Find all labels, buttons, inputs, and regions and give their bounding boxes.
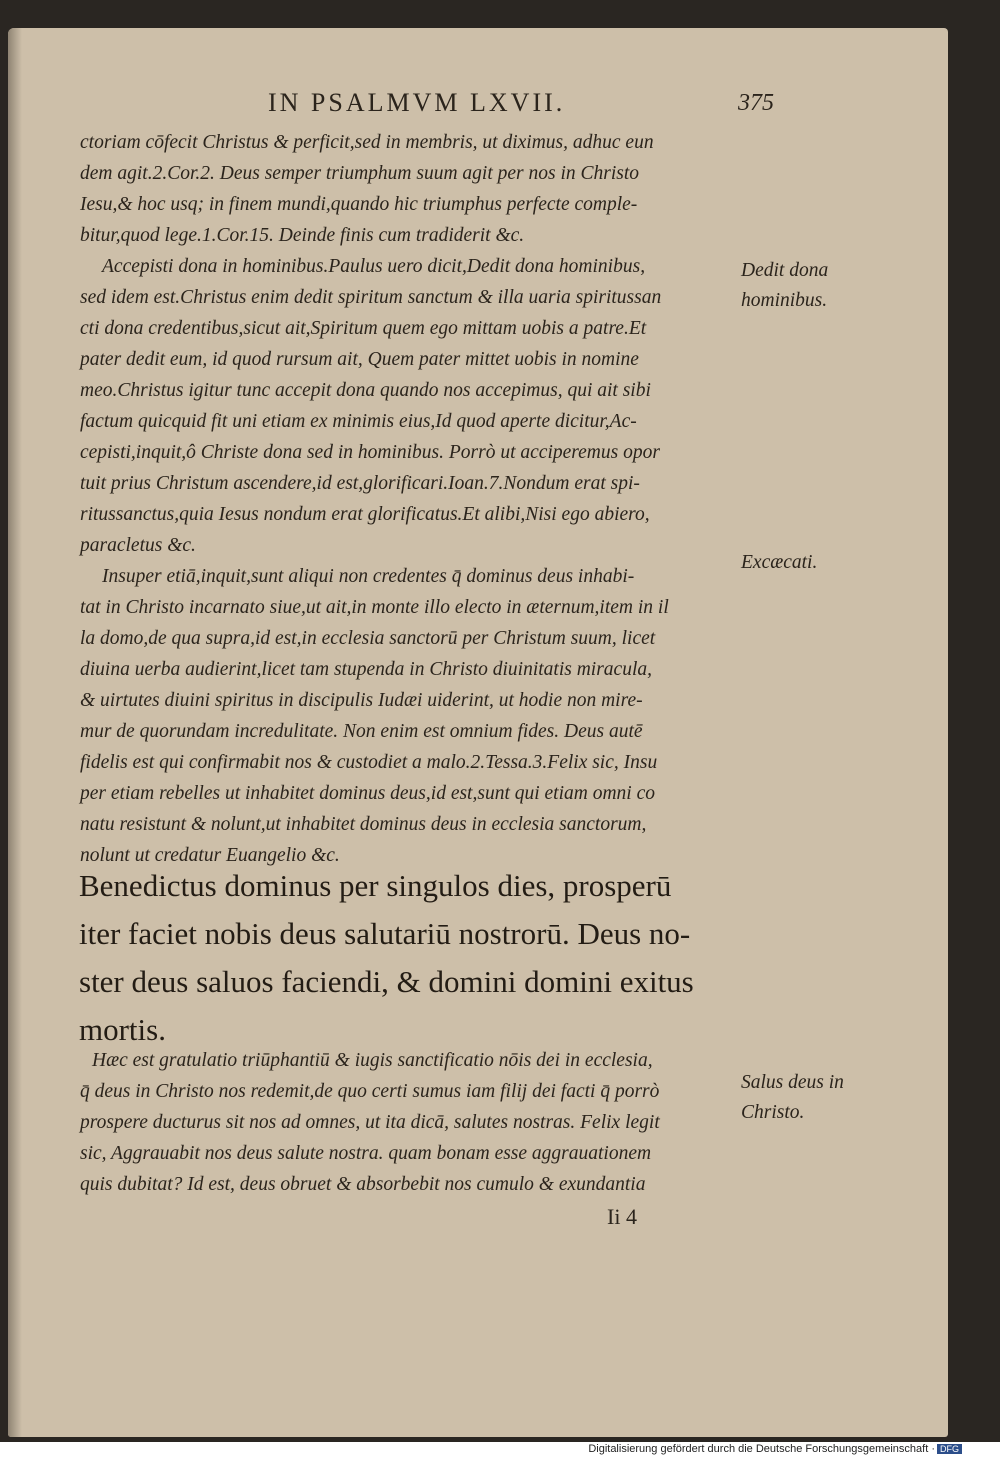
- text-line: Hæc est gratulatio triūphantiū & iugis sanctificatio nōis dei in ecclesia,: [92, 1050, 653, 1071]
- page-gutter-shadow: [8, 28, 22, 1437]
- margin-note: [741, 548, 817, 578]
- text-line: ritussanctus,quia Iesus nondum erat glorificatus.Et alibi,Nisi ego abiero,: [80, 504, 650, 525]
- verse-line: Benedictus dominus per singulos dies, prosperū: [79, 868, 672, 903]
- text-line: cepisti,inquit,ô Christe dona sed in hominibus. Porrò ut acciperemus opor: [80, 442, 660, 463]
- signature-mark: Ii 4: [607, 1204, 637, 1229]
- text-line: Iesu,& hoc usq; in finem mundi,quando hic triumphus perfecte comple-: [80, 194, 638, 215]
- text-line: tuit prius Christum ascendere,id est,glorificari.Ioan.7.Nondum erat spi-: [80, 473, 640, 494]
- verse-line: mortis.: [79, 1012, 166, 1047]
- text-line: prospere ducturus sit nos ad omnes, ut ita dicā, salutes nostras. Felix legit: [80, 1112, 660, 1133]
- text-line: & uirtutes diuini spiritus in discipulis Iudæi uiderint, ut hodie non mire-: [80, 690, 643, 711]
- text-line: diuina uerba audierint,licet tam stupenda in Christo diuinitatis miracula,: [80, 659, 652, 680]
- text-line: dem agit.2.Cor.2. Deus semper triumphum suum agit per nos in Christo: [80, 163, 640, 184]
- margin-note-line: Dedit dona: [741, 260, 829, 281]
- text-line: sed idem est.Christus enim dedit spiritum sanctum & illa uaria spiritussan: [80, 287, 662, 308]
- text-line: tat in Christo incarnato siue,ut ait,in monte illo electo in æternum,item in il: [80, 597, 669, 618]
- text-line: Accepisti dona in hominibus.Paulus uero dicit,Dedit dona hominibus,: [102, 256, 646, 277]
- text-line: mur de quorundam incredulitate. Non enim est omnium fides. Deus autē: [80, 721, 643, 742]
- text-line: bitur,quod lege.1.Cor.15. Deinde finis cum tradiderit &c.: [80, 225, 525, 246]
- text-line: pater dedit eum, id quod rursum ait, Quem pater mittet uobis in nomine: [80, 349, 639, 370]
- margin-note-line: hominibus.: [741, 290, 828, 311]
- running-head: IN PSALMVM LXVII.: [268, 88, 566, 117]
- text-line: Insuper etiā,inquit,sunt aliqui non credentes q̄ dominus deus inhabi-: [102, 566, 635, 587]
- verse-line: ster deus saluos faciendi, & domini domini exitus: [79, 964, 694, 999]
- text-line: sic, Aggrauabit nos deus salute nostra. quam bonam esse aggrauationem: [80, 1143, 652, 1164]
- text-line: cti dona credentibus,sicut ait,Spiritum quem ego mittam uobis a patre.Et: [80, 318, 647, 339]
- text-line: q̄ deus in Christo nos redemit,de quo certi sumus iam filij dei facti q̄ porrò: [80, 1081, 660, 1102]
- text-line: la domo,de qua supra,id est,in ecclesia sanctorū per Christum suum, licet: [80, 628, 656, 649]
- margin-note-line: Salus deus in: [741, 1072, 844, 1093]
- text-line: fidelis est qui confirmabit nos & custodiet a malo.2.Tessa.3.Felix sic, Insu: [80, 752, 658, 773]
- margin-note-line: Excæcati.: [741, 552, 818, 573]
- text-line: nolunt ut credatur Euangelio &c.: [80, 845, 340, 866]
- text-line: per etiam rebelles ut inhabitet dominus deus,id est,sunt qui etiam omni co: [80, 783, 656, 804]
- margin-note: [741, 1068, 844, 1128]
- credit-text: Digitalisierung gefördert durch die Deutsche Forschungsgemeinschaft ·: [588, 1443, 935, 1455]
- page-number: 375: [738, 90, 774, 116]
- dfg-logo: DFG: [937, 1444, 962, 1454]
- margin-note: [741, 256, 828, 316]
- margin-note-line: Christo.: [741, 1102, 805, 1123]
- text-line: factum quicquid fit uni etiam ex minimis eius,Id quod aperte dicitur,Ac-: [80, 411, 637, 432]
- text-line: quis dubitat? Id est, deus obruet & absorbebit nos cumulo & exundantia: [80, 1174, 646, 1195]
- text-line: paracletus &c.: [80, 535, 196, 556]
- verse-line: iter faciet nobis deus salutariū nostrorū. Deus no-: [79, 916, 691, 951]
- text-line: ctoriam cōfecit Christus & perficit,sed in membris, ut diximus, adhuc eun: [80, 132, 654, 153]
- text-line: natu resistunt & nolunt,ut inhabitet dominus deus in ecclesia sanctorum,: [80, 814, 647, 835]
- text-line: meo.Christus igitur tunc accepit dona quando nos accepimus, qui ait sibi: [80, 380, 651, 401]
- digitization-credit: [588, 1443, 962, 1455]
